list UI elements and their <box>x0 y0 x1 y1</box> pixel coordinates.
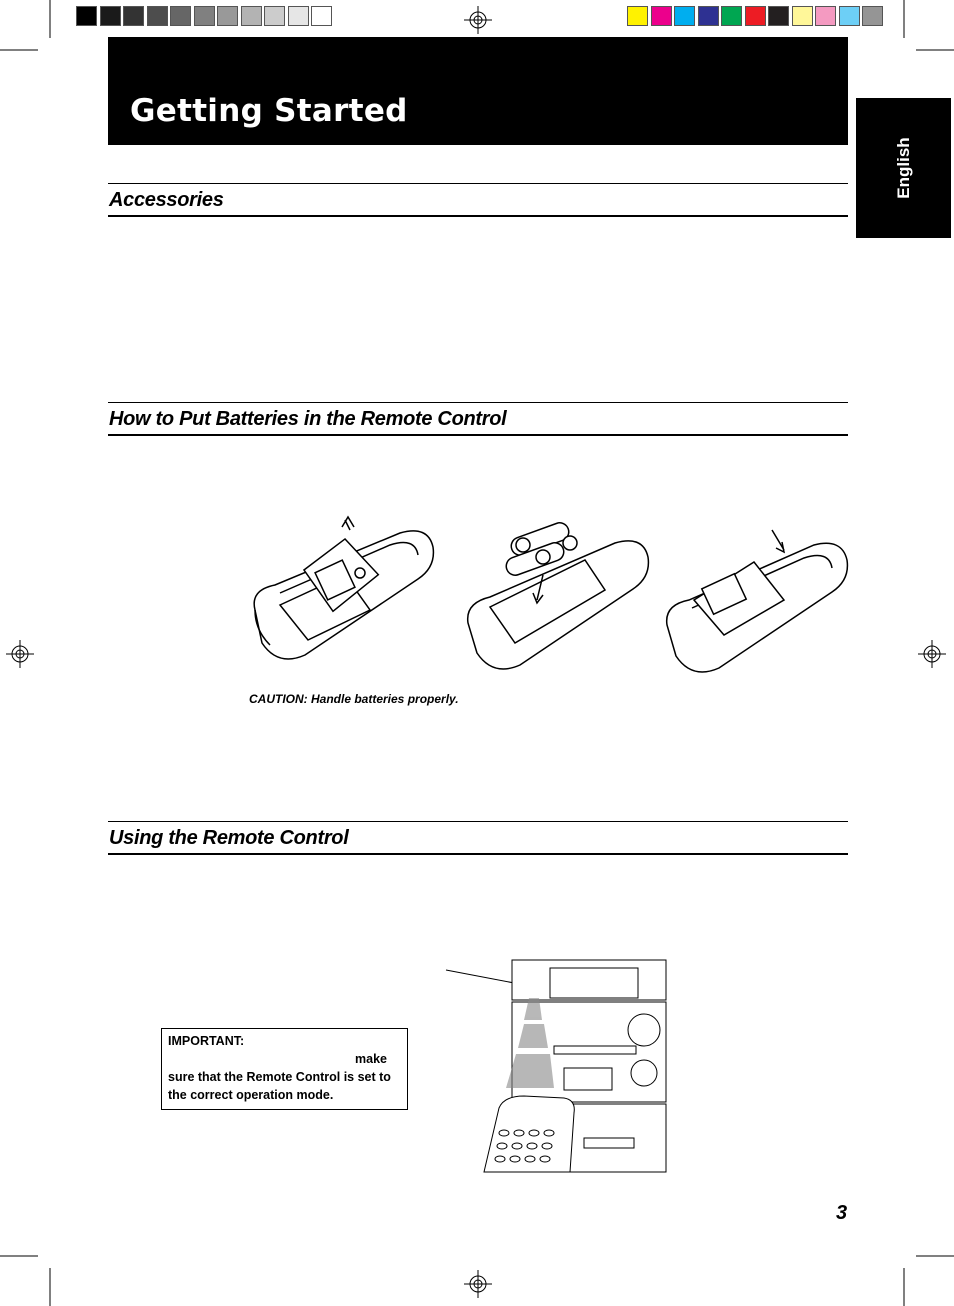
language-tab <box>856 98 951 238</box>
page-title: Getting Started <box>130 93 408 129</box>
registration-target-right <box>918 640 946 668</box>
important-line4: the correct operation mode. <box>168 1088 334 1102</box>
registration-target-top <box>464 6 492 34</box>
section-title: Accessories <box>109 189 224 211</box>
page-title-bar <box>108 37 848 145</box>
important-label: IMPORTANT: <box>168 1034 245 1048</box>
section-title: Using the Remote Control <box>109 827 349 849</box>
stereo-system-illustration <box>444 958 684 1178</box>
page-number: 3 <box>836 1202 848 1224</box>
registration-target-bottom <box>464 1270 492 1298</box>
remote-batteries-insert-illustration <box>465 515 665 675</box>
remote-cover-open-illustration <box>250 515 450 665</box>
important-note <box>161 1028 408 1110</box>
important-make: make <box>355 1052 387 1066</box>
caution-note: CAUTION: Handle batteries properly. <box>249 692 459 706</box>
important-line3: sure that the Remote Control is set to <box>168 1070 391 1084</box>
section-heading-batteries <box>108 402 848 436</box>
language-tab-label: English <box>893 137 913 199</box>
remote-cover-close-illustration <box>664 520 864 680</box>
registration-target-left <box>6 640 34 668</box>
section-heading-accessories <box>108 183 848 217</box>
section-title: How to Put Batteries in the Remote Control <box>109 408 507 430</box>
section-heading-remote <box>108 821 848 855</box>
